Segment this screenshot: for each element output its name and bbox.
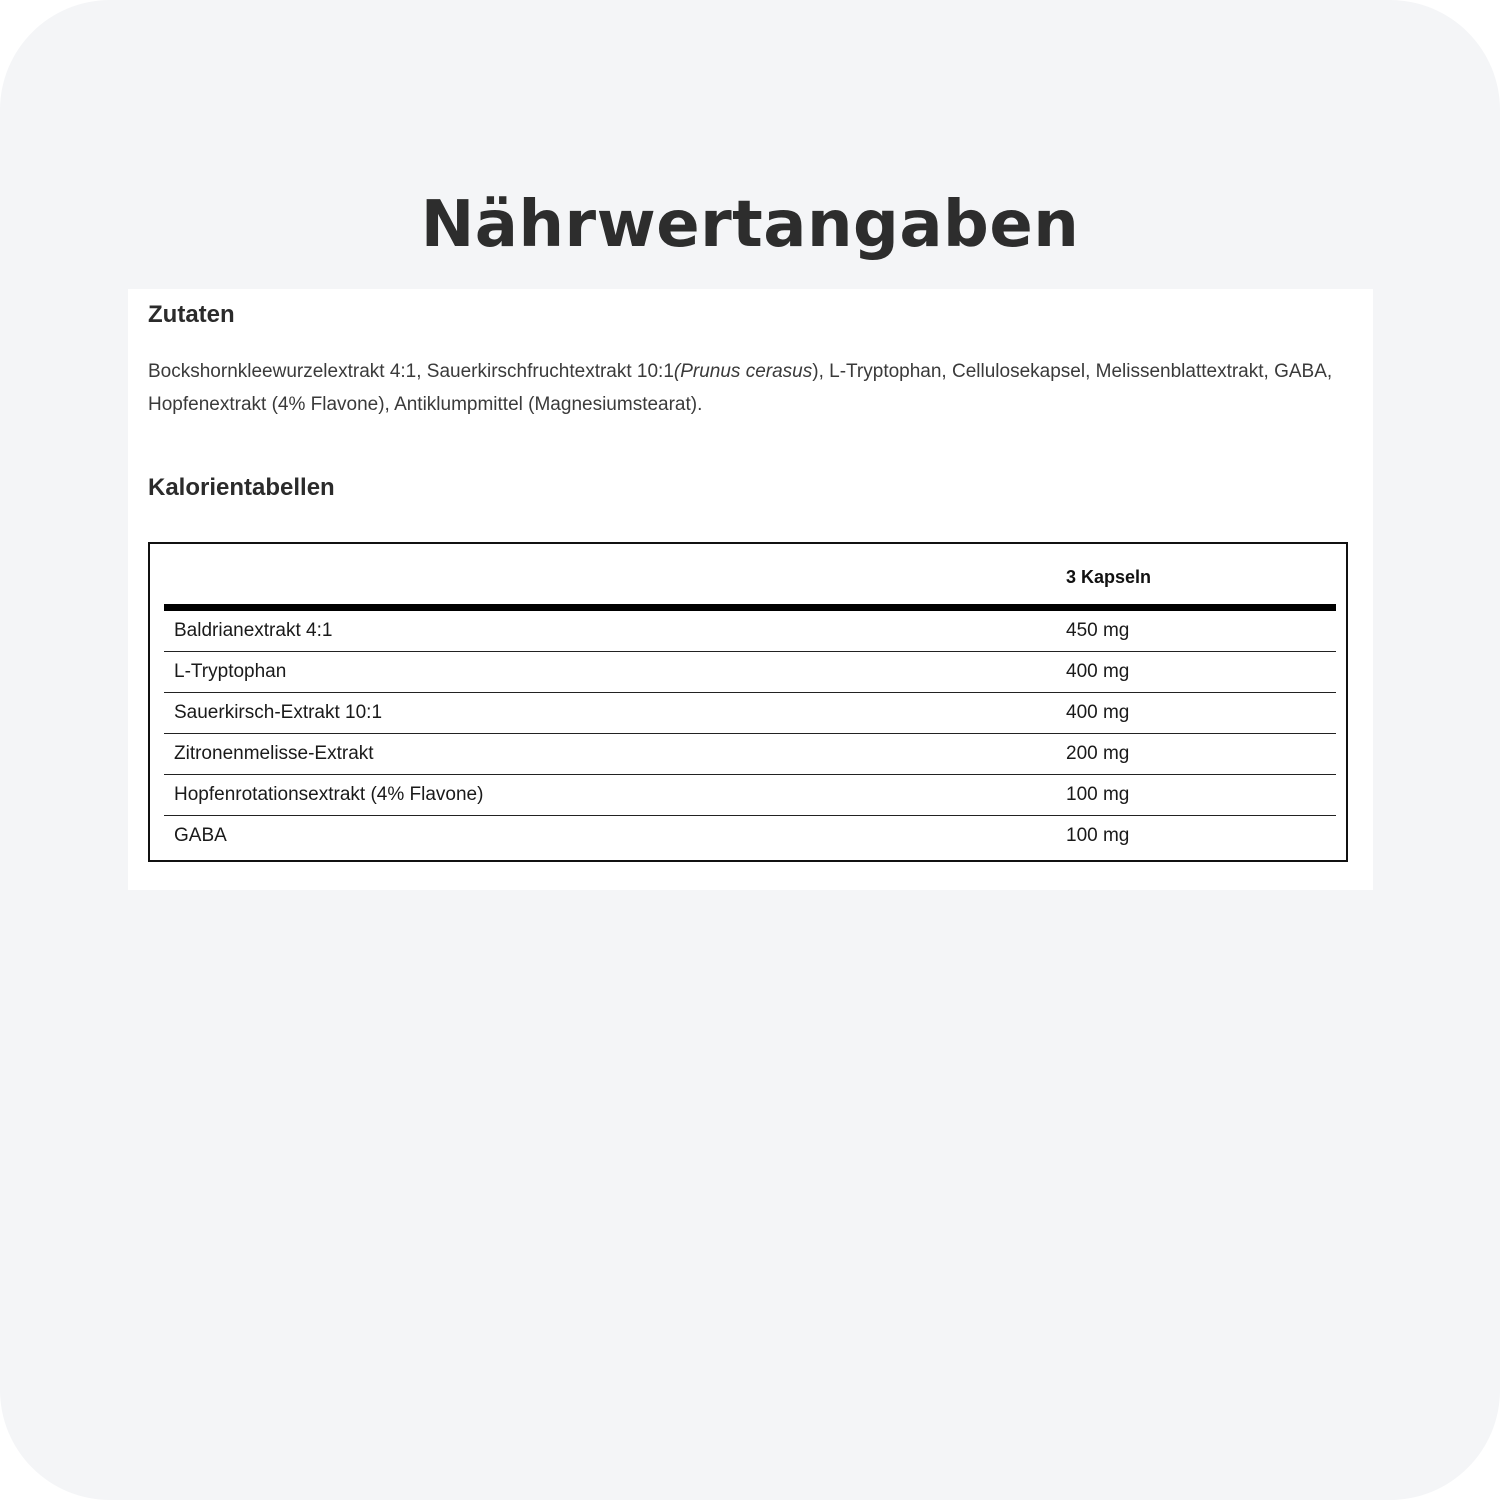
table-row: [164, 734, 1336, 775]
row-ingredient-name: Hopfenrotationsextrakt (4% Flavone): [174, 784, 484, 805]
row-ingredient-amount: 200 mg: [1066, 743, 1130, 764]
page-title: Nährwertangaben: [420, 187, 1080, 262]
table-body: [164, 611, 1336, 856]
table-row: [164, 775, 1336, 816]
row-ingredient-amount: 450 mg: [1066, 620, 1130, 641]
row-ingredient-name: Baldrianextrakt 4:1: [174, 620, 333, 641]
column-header-capsules: 3 Kapseln: [1066, 567, 1152, 587]
table-row: [164, 693, 1336, 734]
table-row: [164, 816, 1336, 856]
ingredients-text-part-2: ), L-Tryptophan, Cellulosekapsel, Melissenblattextrakt, GABA, Hopfenextrakt (4% Flavone), Antiklumpmittel (Magnesiumstearat).: [148, 361, 1333, 415]
row-ingredient-amount: 100 mg: [1066, 825, 1130, 846]
row-ingredient-name: L-Tryptophan: [174, 661, 287, 682]
table-row: [164, 652, 1336, 693]
row-ingredient-amount: 400 mg: [1066, 702, 1130, 723]
table-row: [164, 611, 1336, 652]
row-ingredient-amount: 400 mg: [1066, 661, 1130, 682]
ingredients-latin-name: (Prunus cerasus: [673, 361, 813, 382]
calorie-table-heading: Kalorientabellen: [148, 474, 335, 501]
row-ingredient-name: Sauerkirsch-Extrakt 10:1: [174, 702, 383, 723]
calorie-table: [148, 542, 1348, 862]
row-ingredient-amount: 100 mg: [1066, 784, 1130, 805]
ingredients-text: [148, 355, 1353, 421]
row-ingredient-name: Zitronenmelisse-Extrakt: [174, 743, 374, 764]
row-ingredient-name: GABA: [174, 825, 227, 846]
table-header: [164, 544, 1336, 611]
ingredients-text-part-1: Bockshornkleewurzelextrakt 4:1, Sauerkirschfruchtextrakt 10:1: [148, 361, 674, 382]
ingredients-heading: Zutaten: [148, 301, 235, 328]
nutrition-card: [128, 289, 1373, 890]
